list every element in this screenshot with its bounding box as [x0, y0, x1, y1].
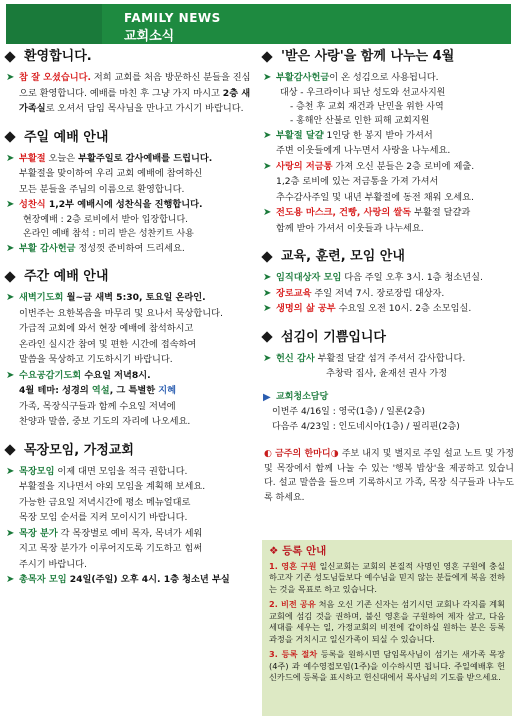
easter-offering-item: ➤ 부활감사헌금이 온 성김으로 사용됩니다. [262, 70, 514, 86]
registration-title: ❖ 등록 안내 [269, 545, 327, 557]
thanks-item: ➤ 헌신 감사 부활절 달걀 섬겨 주셔서 감사합니다. 추창락 집사, 윤재선 권사 가정 [263, 352, 466, 379]
cell-group-section [5, 442, 255, 588]
arrow-bullet-icon: ➤ [263, 303, 272, 314]
sunday-worship-section: 주일 예배 안내 ➤ 부활절 오늘은 부활주일로 감사예배를 드립니다. 부활절을 맞이하여 우리 교회 예배에 참여하신 모든 분들을 주님의 이름으로 환영합니다. ➤ 성찬식 1,2부 예배시에 성찬식을 진행합니다. 현장예배 : 2층 로비에서 받아 입장합니다. 온라인 예배 참석 : 미리 받은 성찬키트 사용 ➤ 부활 감사헌금 정성껏 준비하여 드리세요. [5, 129, 255, 257]
arrow-bullet-icon: ➤ [263, 207, 272, 218]
share-love-section: '받은 사랑'을 함께 나누는 4월 ➤ 부활감사헌금이 온 성김으로 사용됩니다. 대상 - 우크라이나 피난 성도와 선교사지원 - 층천 후 교회 재건과 난민을 위한 사역 - 홍해안 산불로 인한 피해 교회지원 ➤ 부활절 달걀 1인당 한 봉지 받아 가셔서 주변 이웃들에게 나누면서 사랑을 나누세요. ➤ 사랑의 저금통 가져 오신 분들은 2층 로비에 제출. 1,2층 로비에 있는 저금통을 가져 가셔서 추수감사주일 및 내년 부활절에 동전 채워 오세요. ➤ 전도용 마스크, 건빵, 사랑의 쌀독 부활절 달걀과 함께 받아 가셔서 이웃들과 나누세요. [262, 48, 514, 236]
registration-paragraph: 3. 등록 절차 등록을 원하시면 담임목사님이 섬기는 새가족 목장(4주) 과 예수영접모임(1주)을 이수하시면 됩니다. 주일예배후 헌신카드에 등록을 표시하고 헌신대에서 목사님의 기도를 받으세요. [269, 649, 505, 682]
communion-item: ➤ 성찬식 1,2부 예배시에 성찬식을 진행합니다. [5, 197, 255, 213]
arrow-bullet-icon: ➤ [6, 199, 15, 210]
arrow-bullet-icon: ➤ [6, 242, 15, 254]
piggy-bank-item: ➤ 사랑의 저금통 가져 오신 분들은 2층 로비에 제출. 1,2층 로비에 있는 저금통을 가져 가셔서 추수감사주일 및 내년 부활절에 동전 채워 오세요. [263, 160, 475, 203]
registration-paragraph: 1. 영혼 구원 일신교회는 교회의 본질적 사명인 영혼 구원에 충실하고자 기존 성도님들보다 예수님을 믿지 않는 분들에게 복음 전하는 것을 목표로 하고 있습니다. [269, 560, 505, 594]
evangelism-item: ➤ 전도용 마스크, 건빵, 사랑의 쌀독 부활절 달걀과 함께 받아 가셔서 이웃들과 나누세요. [263, 207, 471, 234]
half-circle-icon: ◑ [330, 449, 339, 459]
arrow-bullet-icon: ➤ [263, 72, 272, 83]
arrow-bullet-icon: ➤ [6, 292, 15, 303]
welcome-item: ➤ 참 잘 오셨습니다. 저희 교회를 처음 방문하신 분들을 진심으로 환영합니다. 예배를 마친 후 그냥 가지 마시고 2층 새가족실로 오셔서 담임 목사님을 만나고 가시기 바랍니다. [6, 72, 251, 114]
section-heading: 섬김이 기쁨입니다 [262, 329, 514, 347]
header-title-en: FAMILY NEWS [124, 11, 221, 25]
diamond-bullet-icon [262, 252, 273, 263]
wednesday-prayer-item: ➤ 수요공감기도회 수요일 저녁8시. 4월 테마: 성경의 역설, 그 특별한 지혜 가족, 목장식구들과 함께 수요일 저녁에 찬양과 말씀, 중보 기도의 자리에 나오세요. [6, 369, 191, 427]
cell-meeting-item: ➤ 목장모임 이제 대면 모임을 적극 권합니다. 부활절을 지나면서 야외 모임을 계획해 보세요. 가능한 금요일 저녁시간에 평소 메뉴얼대로 목장 모임 순서를 지켜 모이시기 바랍니다. [6, 465, 206, 523]
arrow-bullet-icon: ➤ [263, 287, 272, 299]
ordination-meeting-item: ➤ 임직대상자 모임 다음 주일 오후 3시. 1층 청소년실. [262, 270, 514, 286]
dawn-prayer-item: ➤ 새벽기도회 월~금 새벽 5:30, 토요일 온라인. 이번주는 요한복음을 마무리 및 요나서 묵상합니다. 가급적 교회에 와서 현장 예배에 참석하시고 온라인 실시간 참여 및 편한 시간에 접속하여 말씀을 묵상하고 기도하시기 바랍니다. [6, 292, 223, 365]
duty-row: 다음주 4/23일 : 인도네시아(1층) / 필리핀(2층) [272, 422, 460, 432]
section-heading: 교육, 훈련, 모임 안내 [262, 248, 514, 266]
cleaning-duty-heading: ▶ 교회청소담당 [262, 390, 514, 406]
arrow-bullet-icon: ➤ [263, 272, 272, 283]
arrow-bullet-icon: ➤ [6, 152, 15, 164]
section-heading: '받은 사랑'을 함께 나누는 4월 [262, 48, 514, 66]
left-column [5, 48, 255, 600]
diamond-bullet-icon [5, 52, 16, 63]
arrow-bullet-icon: ➤ [263, 129, 272, 141]
sparkle-icon: ❖ [269, 545, 279, 557]
triangle-bullet-icon: ▶ [263, 391, 271, 403]
section-heading: 주일 예배 안내 [5, 129, 255, 147]
weekday-worship-section [5, 268, 255, 430]
diamond-bullet-icon [5, 272, 16, 283]
header-title-ko: 교회소식 [124, 29, 175, 44]
right-column [262, 48, 514, 505]
diamond-bullet-icon [262, 52, 273, 63]
arrow-bullet-icon: ➤ [6, 465, 15, 477]
arrow-bullet-icon: ➤ [263, 160, 272, 172]
education-section [262, 248, 514, 317]
newsletter-header [6, 4, 511, 44]
leaders-meeting-item: ➤ 총목자 모임 24일(주일) 오후 4시. 1층 청소년 부실 [5, 572, 255, 588]
section-heading: 주간 예배 안내 [5, 268, 255, 286]
arrow-bullet-icon: ➤ [263, 352, 272, 364]
cleaning-duty-section [262, 390, 514, 436]
welcome-section [5, 48, 255, 117]
diamond-bullet-icon [5, 132, 16, 143]
arrow-bullet-icon: ➤ [6, 527, 15, 539]
service-joy-section [262, 329, 514, 382]
diamond-bullet-icon [262, 332, 273, 343]
easter-item: ➤ 부활절 오늘은 부활주일로 감사예배를 드립니다. 부활절을 맞이하여 우리 교회 예배에 참여하신 모든 분들을 주님의 이름으로 환영합니다. [6, 152, 213, 195]
arrow-bullet-icon: ➤ [6, 574, 15, 585]
offering-item: ➤ 부활 감사헌금 정성껏 준비하여 드리세요. [5, 241, 255, 257]
cell-split-item: ➤ 목장 분가 각 목장별로 예비 목자, 목녀가 세워 지고 목장 분가가 이루어지도록 기도하고 힘써 주시기 바랍니다. [6, 527, 203, 570]
section-heading: 목장모임, 가정교회 [5, 442, 255, 460]
easter-egg-item: ➤ 부활절 달걀 1인당 한 봉지 받아 가셔서 주변 이웃들에게 나누면서 사랑을 나누세요. [263, 129, 451, 156]
elder-training-item: ➤ 장로교육 주일 저녁 7시. 장로장립 대상자. [262, 286, 514, 302]
registration-paragraph: 2. 비전 공유 처음 오신 기존 신자는 섬기시던 교회나 각지를 계획 교회에 섬김 것을 권하며, 불신 영혼을 구원하여 제자 삼고, 다음 세대를 세우는 일, 가정교회의 비전에 같이하실 원하는 분은 등록 과정을 거치시고 일신가족이 되실 수 있습니다. [269, 599, 505, 644]
arrow-bullet-icon: ➤ [6, 72, 15, 83]
section-heading: 환영합니다. [5, 48, 255, 66]
duty-row: 이번주 4/16일 : 영국(1층) / 일론(2층) [272, 407, 426, 417]
diamond-bullet-icon [5, 445, 16, 456]
weekly-word-item: ◐ 금주의 한마디◑ 주보 내지 및 별지로 주일 설교 노트 및 가정 및 목장에서 함께 나눌 수 있는 '행복 밥상'을 제공하고 있습니다. 설교 말씀을 들으며 기록하시고 가족, 목장 식구들과 나누도록 하세요. [264, 449, 514, 503]
life-study-item: ➤ 생명의 삶 공부 수요일 오전 10시. 2층 소모임실. [262, 301, 514, 317]
arrow-bullet-icon: ➤ [6, 369, 15, 381]
half-circle-icon: ◐ [264, 449, 273, 459]
registration-box [262, 540, 512, 716]
